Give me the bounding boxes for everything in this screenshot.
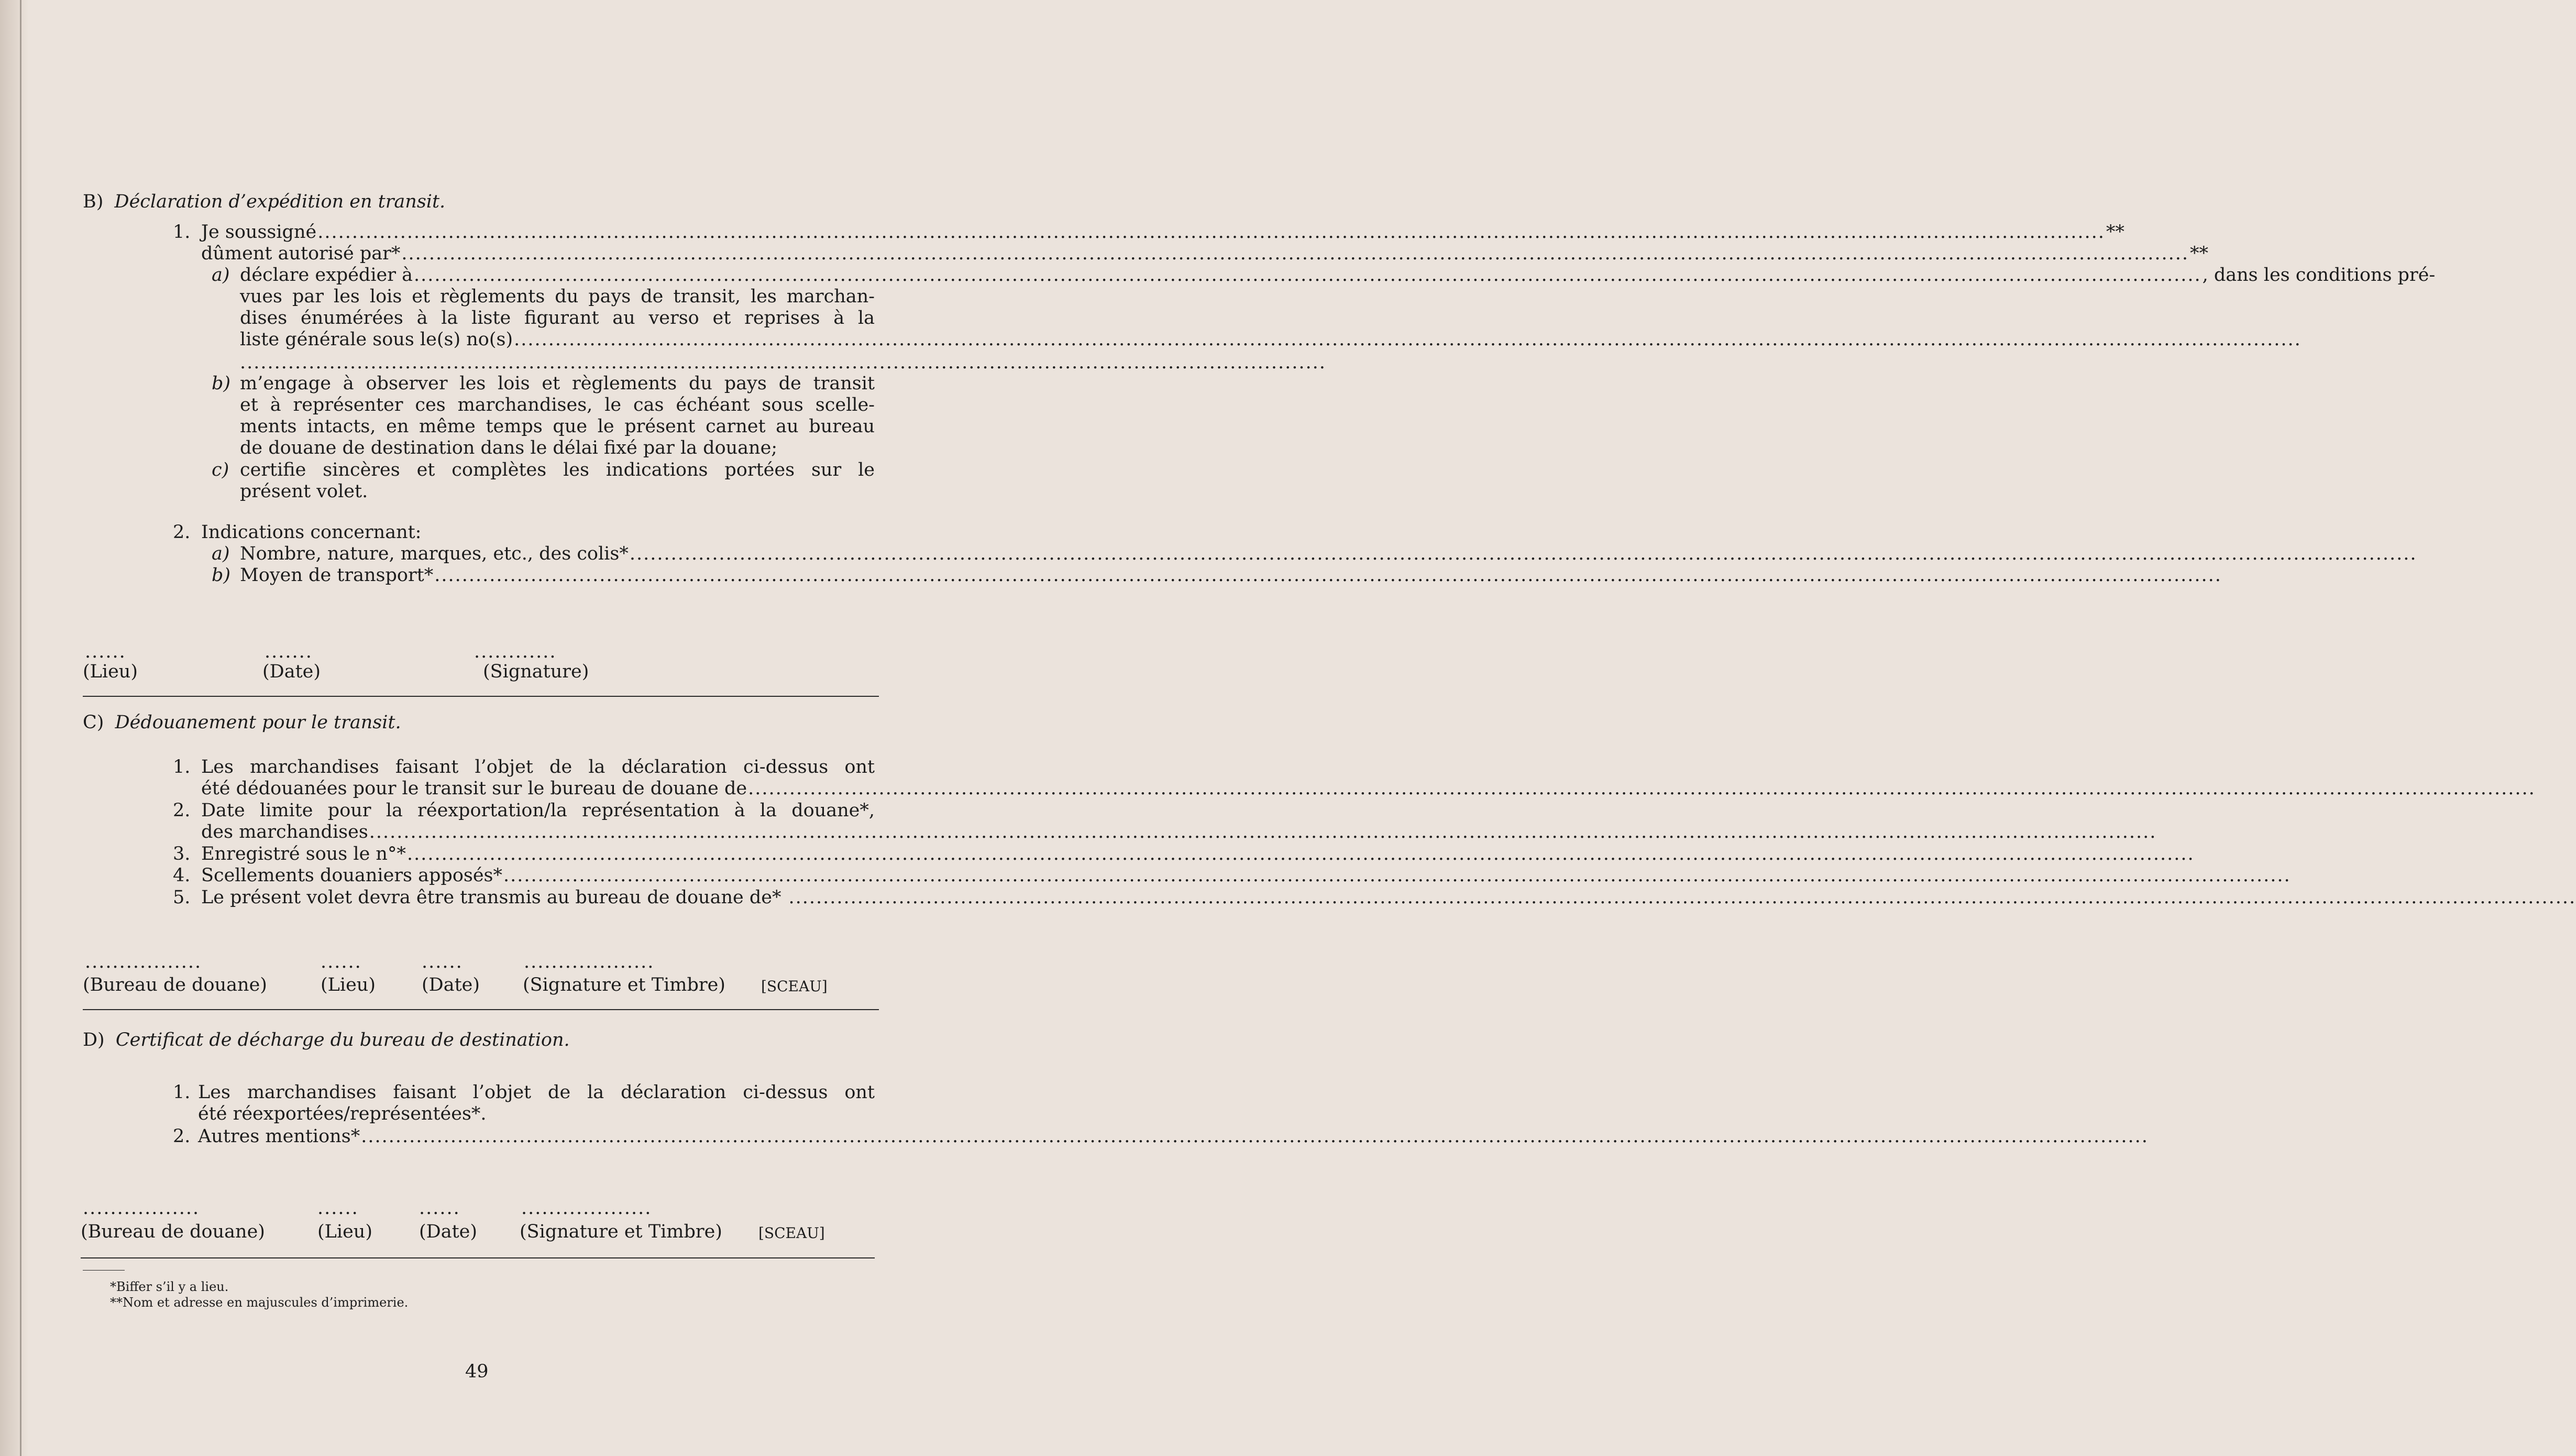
item-a-line-1 <box>240 264 2436 286</box>
indication-b-line <box>240 564 875 586</box>
c-item-2-line-2-text: des marchandises <box>201 822 368 842</box>
item-b-line-2: et à représenter ces marchandises, le cas échéant sous scelle- <box>240 395 875 415</box>
item-b-letter: b) <box>212 373 231 394</box>
liste-generale-dots <box>514 329 2302 351</box>
item-a-letter: a) <box>212 265 230 286</box>
autres-mentions-label: Autres mentions* <box>198 1126 360 1147</box>
liste-generale-label: liste générale sous le(s) no(s) <box>240 329 513 350</box>
c-item-1-line-2-text: été dédouanées pour le transit sur le bureau de douane de <box>201 778 747 799</box>
footnote-rule <box>83 1270 125 1271</box>
d-item-2-line <box>198 1125 875 1147</box>
bureau-dots-d: ................. <box>83 1198 200 1219</box>
lieu-label-b: (Lieu) <box>83 661 138 682</box>
signature-label-d: (Signature et Timbre) <box>520 1221 722 1242</box>
section-divider-c <box>83 1009 879 1010</box>
scellements-dots <box>503 864 2291 886</box>
section-d-title: Certificat de décharge du bureau de destination. <box>115 1030 570 1050</box>
item-c-line-2: présent volet. <box>240 481 368 502</box>
sceau-stamp-d: [SCEAU] <box>758 1224 825 1242</box>
indication-a-line <box>240 543 875 565</box>
date-limite-dots <box>369 821 2157 843</box>
colis-label: Nombre, nature, marques, etc., des colis* <box>240 543 629 564</box>
d-item-2-number: 2. <box>173 1126 191 1147</box>
soussigne-dots <box>317 221 2105 243</box>
c-item-5-number: 5. <box>173 887 191 908</box>
soussigne-line <box>201 221 2124 243</box>
signature-dots-d: ................... <box>521 1198 652 1219</box>
signature-label-c: (Signature et Timbre) <box>523 975 725 995</box>
lieu-dots-b: ...... <box>85 641 126 662</box>
section-d-letter: D) <box>83 1030 105 1050</box>
item-c-line-1: certifie sincères et complètes les indications portées sur le <box>240 459 875 480</box>
lieu-label-c: (Lieu) <box>321 975 376 995</box>
c-item-2-number: 2. <box>173 800 191 821</box>
transport-dots <box>434 564 2222 586</box>
item-a-line-1-start: déclare expédier à <box>240 265 413 286</box>
item-1-number: 1. <box>173 222 191 243</box>
bureau-depart-dots <box>748 778 2536 800</box>
soussigne-label: Je soussigné <box>201 222 317 243</box>
autorise-label: dûment autorisé par* <box>201 243 401 264</box>
d-item-1-line-1: Les marchandises faisant l’objet de la déclaration ci-dessus ont <box>198 1082 875 1103</box>
date-label-c: (Date) <box>422 975 480 995</box>
indication-a-letter: a) <box>212 543 230 564</box>
date-dots-b: ....... <box>265 641 313 662</box>
transmis-label: Le présent volet devra être transmis au bureau de douane de* <box>201 887 781 908</box>
section-divider-d <box>81 1257 875 1258</box>
autres-mentions-dots <box>361 1125 2149 1147</box>
bureau-dots-c: ................. <box>85 951 202 972</box>
footnote-biffer: *Biffer s’il y a lieu. <box>110 1279 229 1294</box>
item-c-letter: c) <box>212 459 229 480</box>
autorise-mark: ** <box>2190 243 2208 264</box>
bureau-label-d: (Bureau de douane) <box>81 1221 265 1242</box>
item-a-line-3: dises énumérées à la liste figurant au verso et reprises à la <box>240 308 875 329</box>
c-item-2-line-1: Date limite pour la réexportation/la représentation à la douane*, <box>201 800 875 821</box>
item-b-line-3: ments intacts, en même temps que le présent carnet au bureau <box>240 416 875 437</box>
d-item-1-number: 1. <box>173 1082 191 1103</box>
c-item-3-line <box>201 843 875 865</box>
c-item-3-number: 3. <box>173 844 191 864</box>
date-dots-c: ...... <box>422 951 463 972</box>
lieu-dots-d: ...... <box>317 1198 359 1219</box>
enregistre-label: Enregistré sous le n°* <box>201 844 406 864</box>
date-label-b: (Date) <box>262 661 321 682</box>
section-d-heading <box>83 1029 570 1051</box>
section-b-letter: B) <box>83 191 104 212</box>
section-b-heading <box>83 191 445 213</box>
indications-label: Indications concernant: <box>201 522 422 543</box>
page-number: 49 <box>465 1361 489 1382</box>
section-b-title: Déclaration d’expédition en transit. <box>114 191 446 212</box>
item-a-line-4 <box>240 329 875 351</box>
d-item-1-line-2: été réexportées/représentées*. <box>198 1103 487 1124</box>
item-a-dots <box>414 264 2201 286</box>
c-item-1-line-1: Les marchandises faisant l’objet de la déclaration ci-dessus ont <box>201 757 875 778</box>
date-label-d: (Date) <box>419 1221 478 1242</box>
signature-dots-c: ................... <box>524 951 655 972</box>
colis-dots <box>630 543 2417 565</box>
item-a-line-2: vues par les lois et règlements du pays de transit, les marchan- <box>240 286 875 307</box>
lieu-dots-c: ...... <box>321 951 362 972</box>
c-item-1-line-2 <box>201 778 875 800</box>
c-item-2-line-2 <box>201 821 875 843</box>
date-dots-d: ...... <box>419 1198 460 1219</box>
section-divider-b <box>83 696 879 697</box>
section-c-letter: C) <box>83 712 104 733</box>
autorise-line <box>201 243 2208 265</box>
sceau-stamp-c: [SCEAU] <box>761 978 828 995</box>
item-b-line-4: de douane de destination dans le délai fixé par la douane; <box>240 437 778 458</box>
section-c-title: Dédouanement pour le transit. <box>115 712 401 733</box>
signature-label-b: (Signature) <box>483 661 589 682</box>
enregistre-dots <box>407 843 2195 865</box>
lieu-label-d: (Lieu) <box>317 1221 372 1242</box>
soussigne-mark: ** <box>2106 222 2124 243</box>
c-item-1-number: 1. <box>173 757 191 778</box>
liste-generale-dots-2: .............................................................................................................................................................. <box>240 352 1326 373</box>
signature-dots-b: ............ <box>474 641 557 662</box>
transport-label: Moyen de transport* <box>240 565 434 586</box>
c-item-4-number: 4. <box>173 865 191 886</box>
page-binding-edge <box>20 0 21 1456</box>
autorise-dots <box>401 243 2189 265</box>
bureau-label-c: (Bureau de douane) <box>83 975 267 995</box>
item-2-number: 2. <box>173 522 191 543</box>
section-c-heading <box>83 711 401 734</box>
transmis-dots <box>788 886 2576 908</box>
item-b-line-1: m’engage à observer les lois et règlements du pays de transit <box>240 373 875 394</box>
footnote-majuscules: **Nom et adresse en majuscules d’imprimerie. <box>110 1295 409 1310</box>
scellements-label: Scellements douaniers apposés* <box>201 865 503 886</box>
c-item-5-line <box>201 886 875 908</box>
c-item-4-line <box>201 864 875 886</box>
page-binding-shadow <box>0 0 29 1456</box>
indication-b-letter: b) <box>212 565 231 586</box>
item-a-line-1-end: , dans les conditions pré- <box>2202 265 2436 286</box>
